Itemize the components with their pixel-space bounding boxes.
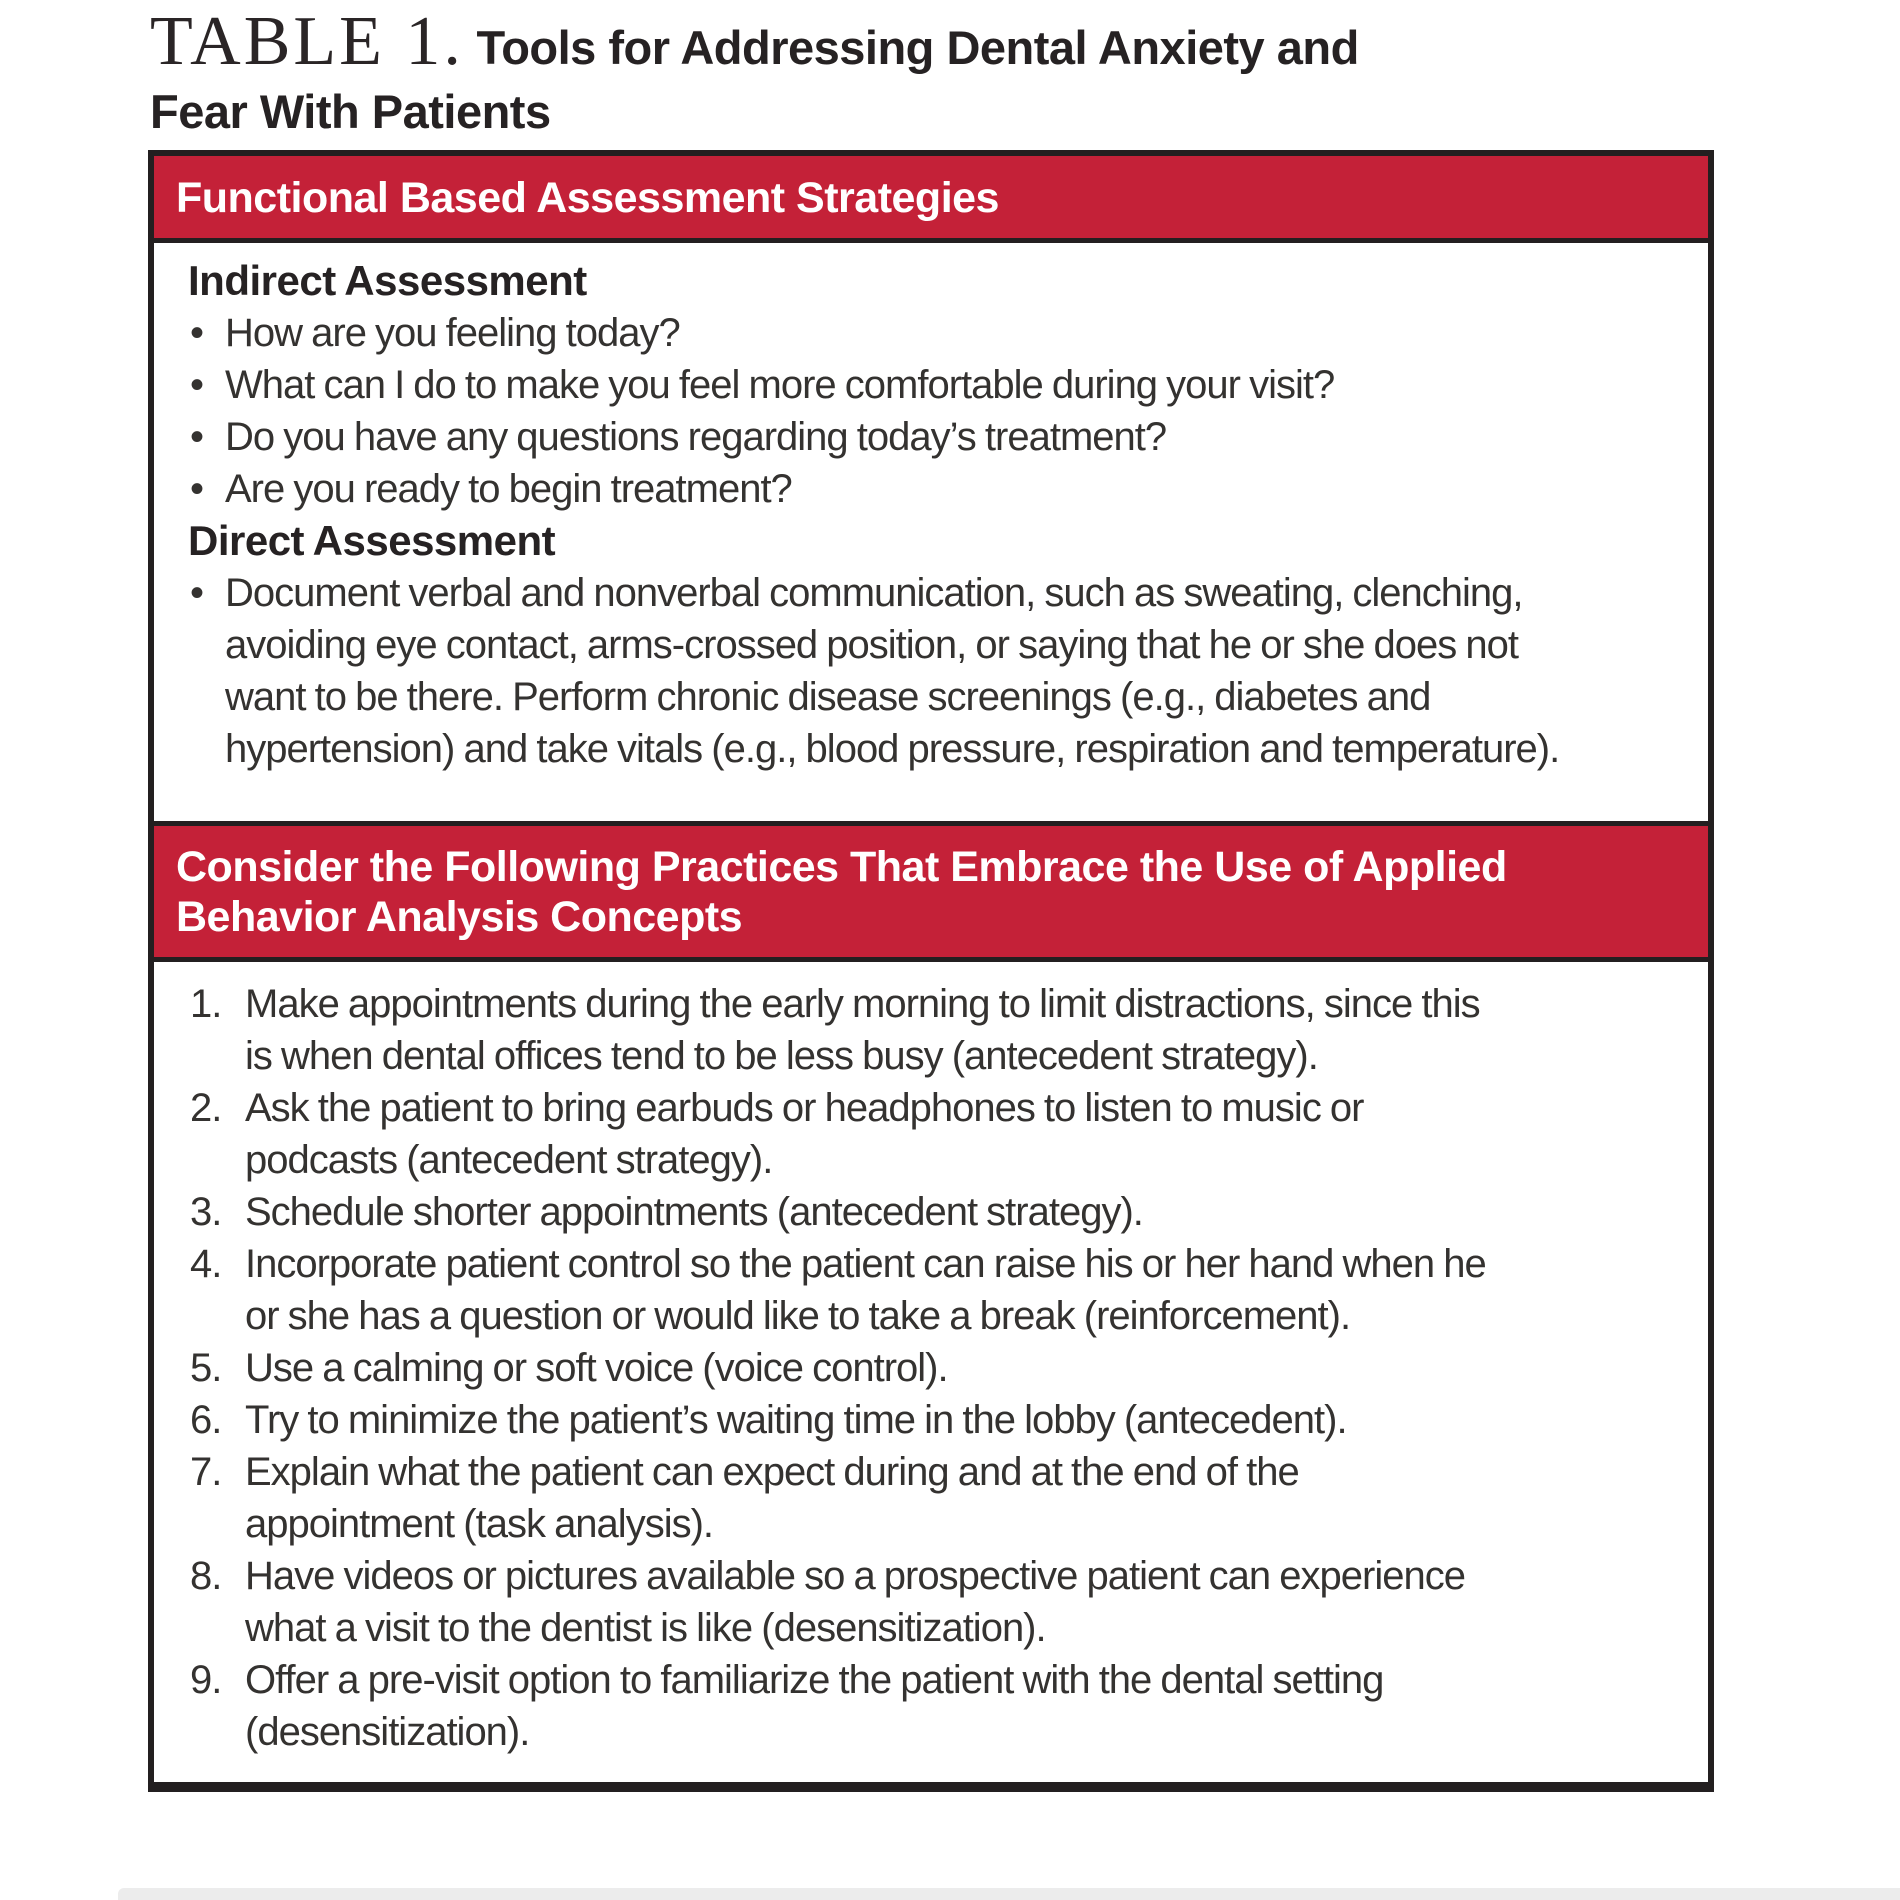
table-title-line2: Fear With Patients <box>150 85 551 138</box>
list-item <box>188 1238 1682 1342</box>
list-item-text: Are you ready to begin treatment? <box>225 467 792 511</box>
list-item-text: Use a calming or soft voice (voice control). <box>245 1346 948 1390</box>
list-item <box>188 1394 1682 1446</box>
section1-content <box>154 243 1708 821</box>
bullet-icon: • <box>190 311 204 355</box>
list-item <box>188 978 1682 1082</box>
bullet-icon: • <box>190 363 204 407</box>
section2-header-line1: Consider the Following Practices That Embrace the Use of Applied <box>176 843 1507 891</box>
table-title-text: Tools for Addressing Dental Anxiety and <box>463 21 1359 74</box>
bullet-icon: • <box>190 467 204 511</box>
list-item-number: 5. <box>190 1346 222 1390</box>
list-item-text: Document verbal and nonverbal communication, such as sweating, clenching, avoiding eye contact, arms-crossed position, or saying that he or she does not want to be there. Perform chronic disease screenings (e.g., diabetes and hypertension) and take vitals (e.g., blood pressure, respiration and temperature). <box>225 571 1560 771</box>
section2-header <box>154 821 1708 962</box>
table-title <box>150 2 1570 136</box>
list-item-text: Do you have any questions regarding today’s treatment? <box>225 415 1167 459</box>
list-item-text: Incorporate patient control so the patient can raise his or her hand when he or she has a question or would like to take a break (reinforcement). <box>245 1242 1486 1338</box>
list-item-number: 8. <box>190 1554 222 1598</box>
list-item <box>188 463 1682 515</box>
table-title-line1 <box>150 2 1570 82</box>
list-item-number: 3. <box>190 1190 222 1234</box>
list-item-number: 4. <box>190 1242 222 1286</box>
list-item-number: 9. <box>190 1658 222 1702</box>
list-item <box>188 1082 1682 1186</box>
section1-header: Functional Based Assessment Strategies <box>154 156 1708 243</box>
list-item-number: 6. <box>190 1398 222 1442</box>
subsection-heading: Indirect Assessment <box>188 257 587 304</box>
list-item-text: Schedule shorter appointments (antecedent strategy). <box>245 1190 1143 1234</box>
list-item-text: What can I do to make you feel more comfortable during your visit? <box>225 363 1335 407</box>
list-item <box>188 1654 1682 1758</box>
list-item-text: Try to minimize the patient’s waiting time in the lobby (antecedent). <box>245 1398 1347 1442</box>
bullet-icon: • <box>190 415 204 459</box>
list-item-number: 1. <box>190 982 222 1026</box>
list-item <box>188 1550 1682 1654</box>
list-item <box>188 1446 1682 1550</box>
list-item <box>188 1342 1682 1394</box>
list-item-text: How are you feeling today? <box>225 311 680 355</box>
list-item-text: Ask the patient to bring earbuds or headphones to listen to music or podcasts (antecedent strategy). <box>245 1086 1364 1182</box>
section2-content <box>154 962 1708 1782</box>
table-number-label: TABLE 1. <box>150 3 464 80</box>
bullet-list <box>188 307 1682 515</box>
list-item <box>188 359 1682 411</box>
subsection-heading: Direct Assessment <box>188 517 556 564</box>
bullet-list <box>188 567 1682 775</box>
page-footer-strip <box>118 1888 1900 1900</box>
list-item-text: Have videos or pictures available so a prospective patient can experience what a visit to the dentist is like (desensitization). <box>245 1554 1465 1650</box>
list-item <box>188 411 1682 463</box>
list-item <box>188 1186 1682 1238</box>
list-item-text: Offer a pre-visit option to familiarize the patient with the dental setting (desensitization). <box>245 1658 1384 1754</box>
bullet-icon: • <box>190 571 204 615</box>
list-item <box>188 567 1682 775</box>
list-item <box>188 307 1682 359</box>
list-item-text: Make appointments during the early morning to limit distractions, since this is when dental offices tend to be less busy (antecedent strategy). <box>245 982 1480 1078</box>
list-item-number: 2. <box>190 1086 222 1130</box>
dental-anxiety-table <box>148 150 1714 1792</box>
list-item-number: 7. <box>190 1450 222 1494</box>
list-item-text: Explain what the patient can expect during and at the end of the appointment (task analysis). <box>245 1450 1299 1546</box>
section2-header-line2: Behavior Analysis Concepts <box>176 893 743 941</box>
